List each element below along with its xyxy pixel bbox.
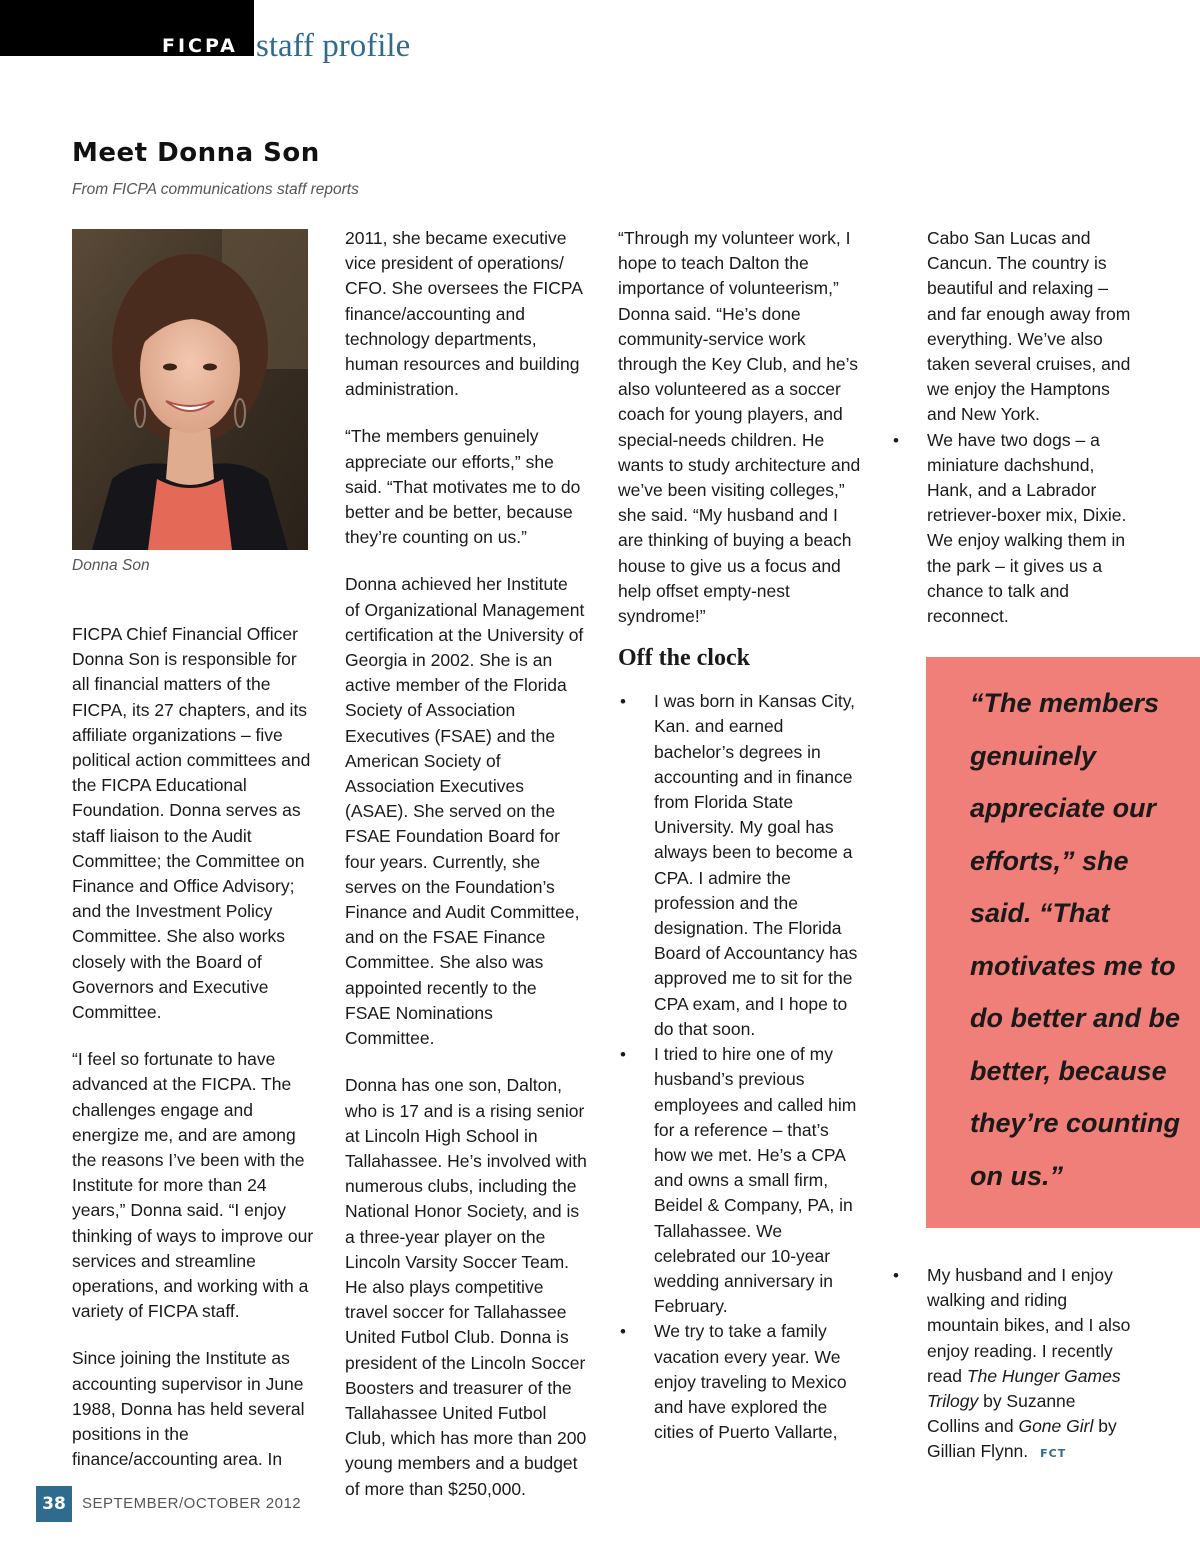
pull-quote-box (926, 657, 1200, 1228)
column-2 (345, 226, 587, 1524)
book-title: The Hunger Games Trilogy (927, 1365, 1121, 1412)
bullet-list (891, 226, 1131, 629)
paragraph: Since joining the Institute as accounting supervisor in June 1988, Donna has held several positions in the finance/accounting area. In (72, 1348, 305, 1470)
column-4 (891, 226, 1131, 629)
column-4-bottom (891, 1263, 1131, 1467)
paragraph: FICPA Chief Financial Officer Donna Son is responsible for all financial matters of the FICPA, its 27 chapters, and its affiliate organizations – five political action committees and the FICPA Educational Foundation. Donna serves as staff liaison to the Audit Committee; the Committee on Finance and Office Advisory; and the Investment Policy Committee. She also works closely with the Board of Governors and Executive Committee. (72, 624, 311, 1023)
header-brand: FICPA (162, 35, 238, 57)
list-item-text: My husband and I enjoy walking and riding mountain bikes, and I also enjoy reading. I recently read (927, 1265, 1131, 1386)
pull-quote-text: “The members genuinely appreciate our efforts,” she said. “That motivates me to do better and be better, because they’re counting on us.” (970, 688, 1181, 1191)
paragraph: Donna has one son, Dalton, who is 17 and is a rising senior at Lincoln High School in Tallahassee. He’s involved with numerous clubs, including the National Honor Society, and is a three-year player on the Lincoln Varsity Soccer Team. He also plays competitive travel soccer for Tallahassee United Futbol Club. Donna is president of the Lincoln Soccer Boosters and treasurer of the Tallahassee United Futbol Club, which has more than 200 young members and a budget of more than $250,000. (345, 1075, 587, 1499)
paragraph: Donna achieved her Institute of Organizational Management certification at the University of Georgia in 2002. She is an active member of the Florida Society of Association Executives (FSAE) and the American Society of Association Executives (ASAE). She served on the FSAE Foundation Board for four years. Currently, she serves on the Foundation’s Finance and Audit Committee, and on the FSAE Finance Committee. She also was appointed recently to the FSAE Nominations Committee. (345, 574, 585, 1049)
list-item-text: by Gillian Flynn. (927, 1416, 1117, 1462)
bullet-list (618, 689, 862, 1445)
photo-caption: Donna Son (72, 557, 150, 574)
portrait-illustration (72, 229, 308, 550)
portrait-photo (72, 229, 308, 550)
paragraph: “The members genuinely appreciate our efforts,” she said. “That motivates me to do better and be better, because they’re counting on us.” (345, 426, 581, 548)
list-item: • I was born in Kansas City, Kan. and earned bachelor’s degrees in accounting and in finance from Florida State University. My goal has always been to become a CPA. I admire the profession and the designation. The Florida Board of Accountancy has approved me to sit for the CPA exam, and I hope to do that soon. (618, 689, 862, 1042)
section-subhead: Off the clock (618, 645, 750, 672)
paragraph: “Through my volunteer work, I hope to teach Dalton the importance of volunteerism,” Donna said. “He’s done community-service work through the Key Club, and he’s also volunteered as a soccer coach for young players, and special-needs children. He wants to study architecture and we’ve been visiting colleges,” she said. “My husband and I are thinking of buying a beach house to give us a focus and help offset empty-nest syndrome!” (618, 228, 861, 627)
article-title: Meet Donna Son (72, 138, 320, 168)
column-1 (72, 622, 316, 1495)
issue-date: SEPTEMBER/OCTOBER 2012 (82, 1495, 302, 1512)
list-item (891, 1263, 1131, 1467)
list-item-continued (891, 226, 1131, 428)
list-item-text: by Suzanne Collins and (927, 1391, 1076, 1437)
list-item: • I tried to hire one of my husband’s previous employees and called him for a reference – that’s how we met. He’s a CPA and owns a small firm, Beidel & Company, PA, in Tallahassee. We celebrated our 10-year wedding anniversary in February. (618, 1042, 862, 1319)
header-section-title: staff profile (256, 28, 411, 64)
article-byline: From FICPA communications staff reports (72, 181, 359, 198)
paragraph: 2011, she became executive vice president of operations/ CFO. She oversees the FICPA finance/accounting and technology departments, human resources and building administration. (345, 228, 582, 400)
book-title: Gone Girl (1018, 1416, 1094, 1437)
list-item: • We try to take a family vacation every year. We enjoy traveling to Mexico and have explored the cities of Puerto Vallarte, (618, 1319, 862, 1445)
column-3 (618, 226, 862, 1445)
paragraph: “I feel so fortunate to have advanced at the FICPA. The challenges engage and energize me, and are among the reasons I’ve been with the Institute for more than 24 years,” Donna said. “I enjoy thinking of ways to improve our services and streamline operations, and working with a variety of FICPA staff. (72, 1049, 314, 1322)
list-item: • We have two dogs – a miniature dachshund, Hank, and a Labrador retriever-boxer mix, Dixie. We enjoy walking them in the park – it gives us a chance to talk and reconnect. (891, 428, 1131, 630)
bullet-list (891, 1263, 1131, 1467)
end-mark: FCT (1040, 1447, 1067, 1461)
continued-text: Cabo San Lucas and Cancun. The country is beautiful and relaxing – and far enough away from everything. We’ve also taken several cruises, and we enjoy the Hamptons and New York. (927, 228, 1131, 425)
page-number: 38 (36, 1486, 72, 1522)
